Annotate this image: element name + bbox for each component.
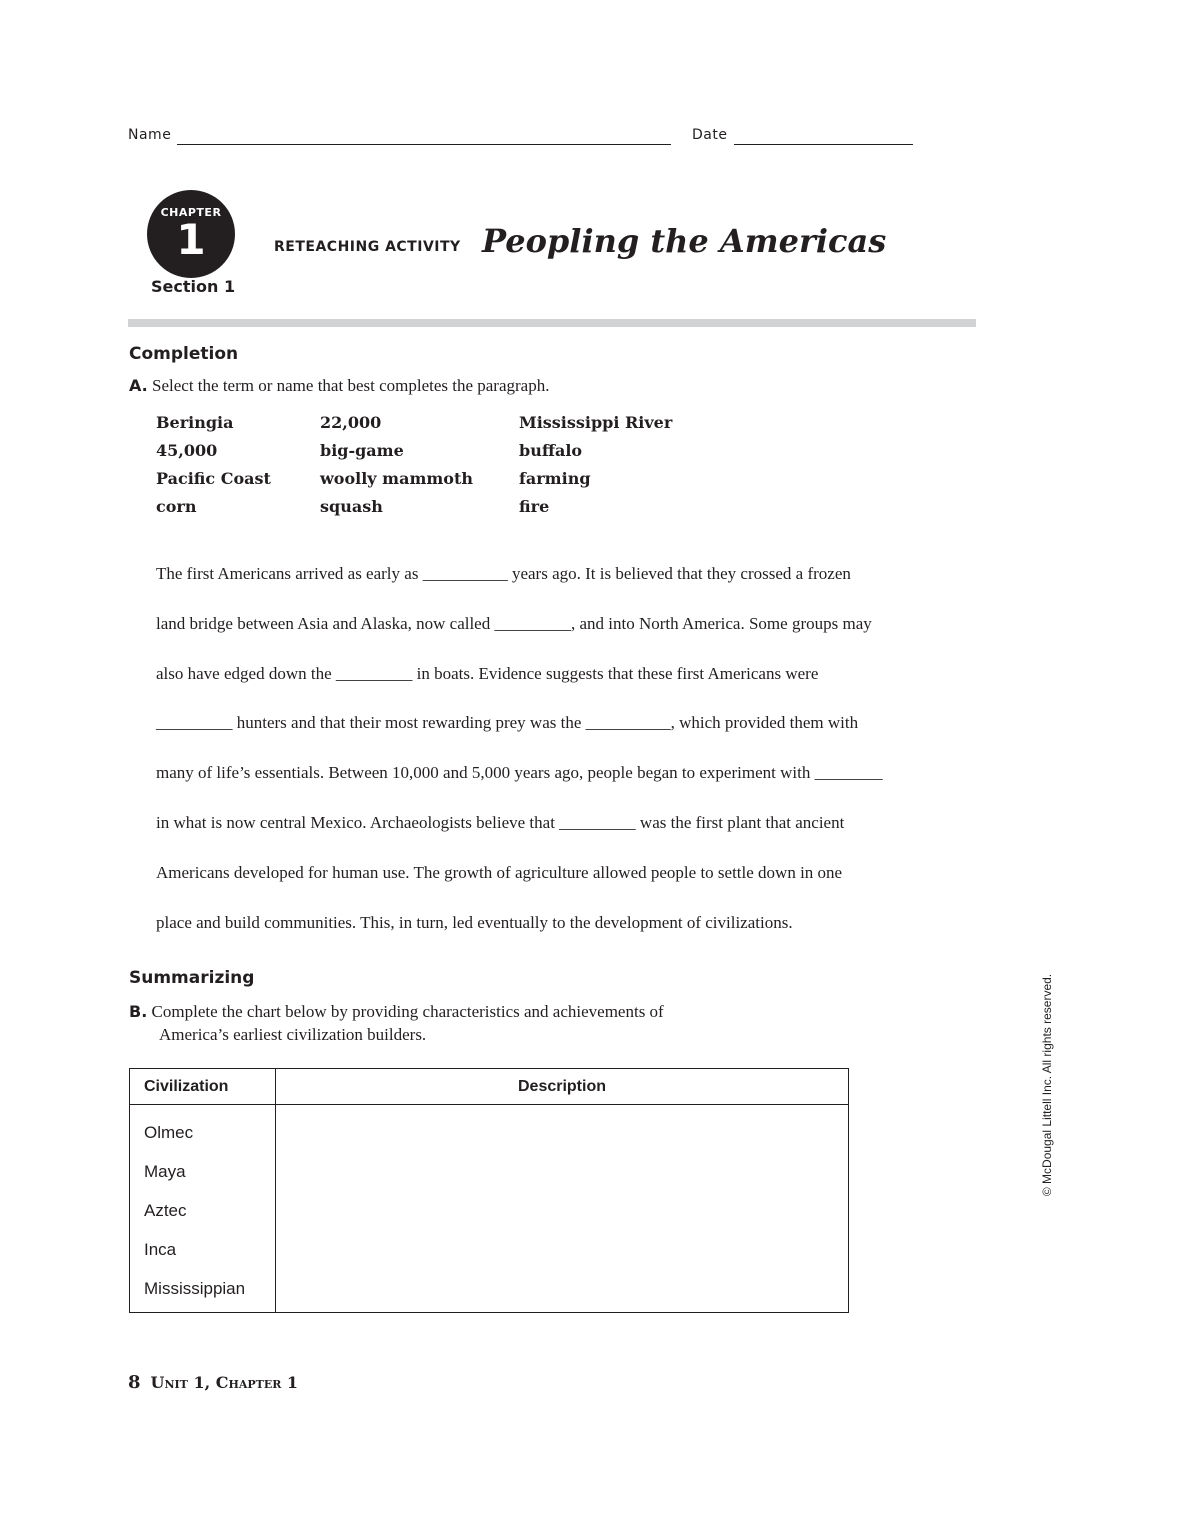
description-answer-area[interactable] [280, 1109, 844, 1308]
paragraph-line: Americans developed for human use. The growth of agriculture allowed people to settle down in one [156, 862, 843, 882]
completion-instruction-text: Select the term or name that best completes the paragraph. [152, 376, 550, 395]
civilization-name: Maya [144, 1162, 186, 1181]
chapter-label: CHAPTER [160, 206, 222, 219]
word-bank-term: Pacific Coast [156, 468, 271, 488]
description-column-header: Description [517, 1078, 606, 1095]
header-divider [128, 319, 976, 327]
copyright-notice: © McDougal Littell Inc. All rights reserved. [1040, 973, 1054, 1197]
cloze-paragraph [156, 560, 976, 958]
date-field[interactable] [734, 144, 913, 145]
page-number: 8 [128, 1372, 141, 1393]
paragraph-line: also have edged down the _________ in boats. Evidence suggests that these first Americans were [156, 663, 819, 683]
footer-unit-chapter: Unit 1, Chapter 1 [150, 1373, 299, 1392]
date-label: Date [692, 127, 728, 143]
word-bank-row [156, 464, 672, 492]
word-bank-term: 22,000 [320, 412, 382, 432]
civilization-name: Inca [144, 1240, 177, 1259]
word-bank-term: Mississippi River [519, 412, 673, 432]
paragraph-line: place and build communities. This, in turn, led eventually to the development of civilizations. [156, 912, 793, 932]
civilization-name: Olmec [144, 1123, 194, 1142]
paragraph-line: _________ hunters and that their most rewarding prey was the __________, which provided them with [156, 713, 859, 733]
word-bank-row [156, 408, 672, 436]
word-bank-row [156, 436, 672, 464]
paragraph-line: many of life’s essentials. Between 10,000 and 5,000 years ago, people began to experiment with ________ [156, 763, 883, 783]
completion-instruction [129, 376, 549, 396]
summarizing-instruction-line2: America’s earliest civilization builders. [159, 1025, 427, 1044]
word-bank-term: farming [519, 468, 591, 488]
word-bank-term: Beringia [156, 412, 234, 432]
activity-label: RETEACHING ACTIVITY [274, 239, 461, 255]
civilization-chart [129, 1068, 849, 1313]
word-bank-term: fire [519, 496, 550, 516]
completion-heading: Completion [129, 344, 239, 364]
summarizing-heading: Summarizing [129, 968, 255, 988]
section-b-marker: B. [129, 1002, 148, 1021]
word-bank [156, 408, 776, 520]
chapter-number: 1 [176, 215, 206, 264]
civilization-name: Aztec [144, 1201, 187, 1220]
section-label: Section 1 [151, 277, 236, 296]
word-bank-term: woolly mammoth [320, 468, 473, 488]
paragraph-line: land bridge between Asia and Alaska, now called _________, and into North America. Some groups may [156, 613, 872, 633]
word-bank-term: big-game [320, 440, 404, 460]
name-label: Name [128, 127, 172, 143]
paragraph-line: in what is now central Mexico. Archaeologists believe that _________ was the first plant that ancient [156, 812, 845, 832]
word-bank-term: 45,000 [156, 440, 218, 460]
civilization-column-header: Civilization [144, 1078, 229, 1095]
chapter-badge [147, 190, 235, 278]
word-bank-term: buffalo [519, 440, 583, 460]
word-bank-term: squash [320, 496, 383, 516]
civilization-name: Mississippian [144, 1279, 246, 1298]
word-bank-row [156, 492, 672, 520]
page-title: Peopling the Americas [482, 222, 887, 260]
page-footer [128, 1372, 298, 1393]
paragraph-line: The first Americans arrived as early as __________ years ago. It is believed that they crossed a frozen [156, 564, 851, 583]
section-a-marker: A. [129, 376, 148, 395]
word-bank-term: corn [156, 496, 197, 516]
summarizing-instruction [129, 1002, 664, 1022]
chart-column-divider [275, 1069, 276, 1312]
summarizing-instruction-line1: Complete the chart below by providing characteristics and achievements of [151, 1002, 664, 1021]
name-field[interactable] [177, 144, 671, 145]
